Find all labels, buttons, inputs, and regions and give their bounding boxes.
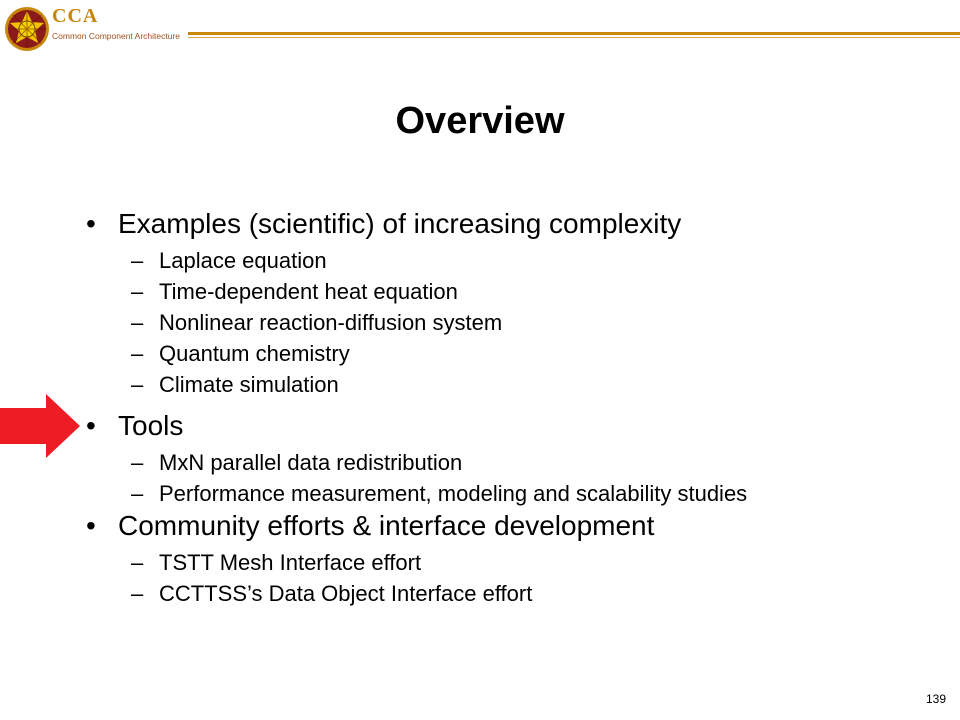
dash-glyph: – <box>131 550 144 575</box>
sub-bullet-text: CCTTSS’s Data Object Interface effort <box>159 581 533 606</box>
slide-title: Overview <box>395 100 565 142</box>
sub-bullet-text: Laplace equation <box>159 248 327 273</box>
sub-bullet-text: Time-dependent heat equation <box>159 279 458 304</box>
sub-bullet-text: Performance measurement, modeling and scalability studies <box>159 481 748 506</box>
sub-bullet-text: Quantum chemistry <box>159 341 350 366</box>
bullet-glyph: • <box>86 410 96 441</box>
dash-glyph: – <box>131 581 144 606</box>
bullet-text: Tools <box>118 410 184 441</box>
page-number: 139 <box>925 692 946 706</box>
dash-glyph: – <box>131 450 144 475</box>
dash-glyph: – <box>131 248 144 273</box>
sub-bullet-text: MxN parallel data redistribution <box>159 450 463 475</box>
bullet-text: Community efforts & interface development <box>118 510 655 541</box>
dash-glyph: – <box>131 310 144 335</box>
dash-glyph: – <box>131 279 144 304</box>
dash-glyph: – <box>131 372 144 397</box>
dash-glyph: – <box>131 341 144 366</box>
dash-glyph: – <box>131 481 144 506</box>
sub-bullet-text: TSTT Mesh Interface effort <box>159 550 422 575</box>
bullet-glyph: • <box>86 208 96 239</box>
sub-bullet-text: Nonlinear reaction-diffusion system <box>159 310 503 335</box>
brand-subtitle: Common Component Architecture <box>52 31 181 41</box>
bullet-text: Examples (scientific) of increasing complexity <box>118 208 682 239</box>
sub-bullet-text: Climate simulation <box>159 372 339 397</box>
bullet-glyph: • <box>86 510 96 541</box>
brand-name: CCA <box>52 5 99 27</box>
